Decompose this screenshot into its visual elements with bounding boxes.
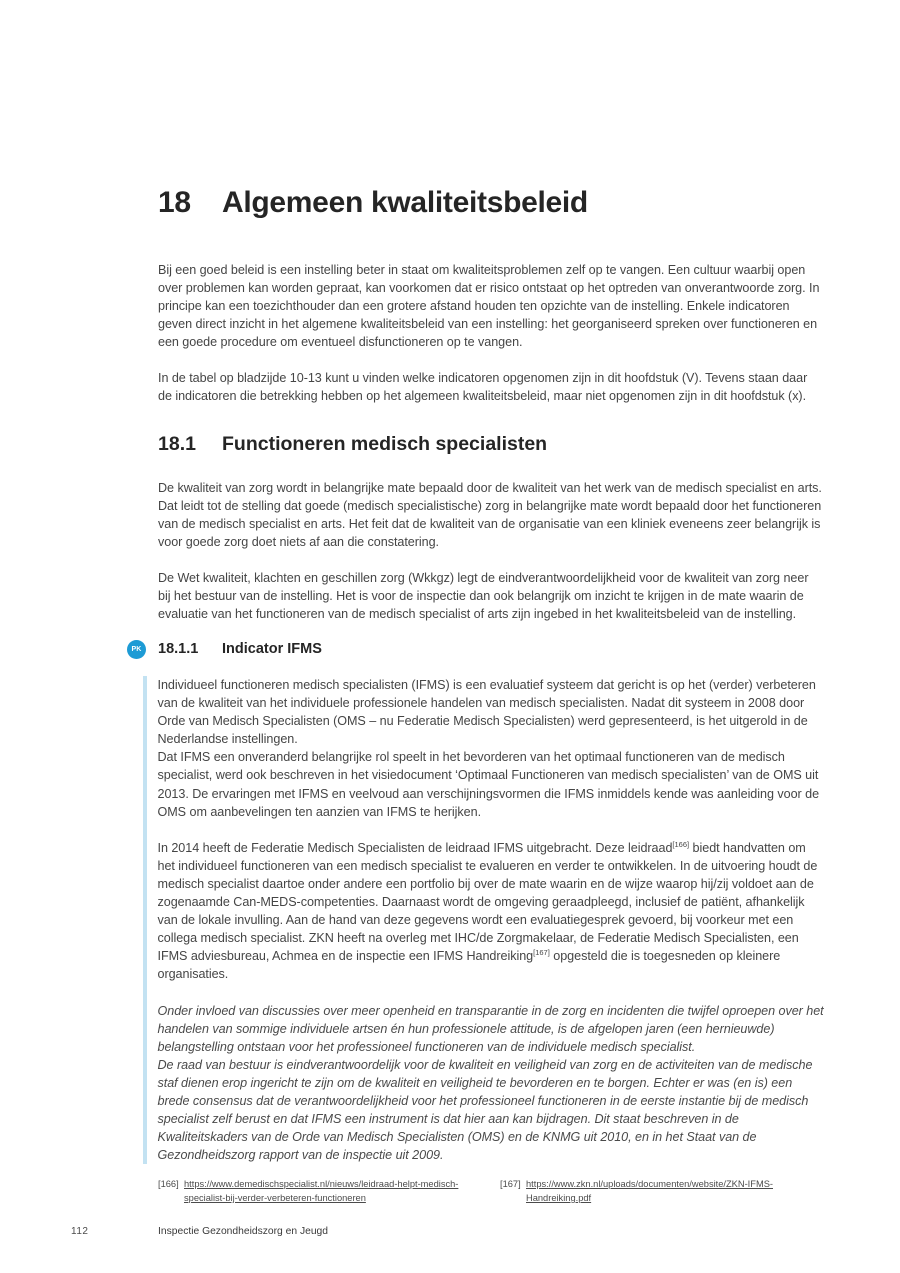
footnote-166 bbox=[158, 1177, 500, 1205]
subsection-title: Indicator IFMS bbox=[222, 641, 322, 657]
chapter-number: 18 bbox=[158, 186, 191, 219]
ifms-p2-text-mid: biedt handvatten om het individueel functioneren van een medisch specialist te evalueren en verder te ontwikkelen. In de uitvoering houdt de medisch specialist daartoe onder andere een portfolio bij over de mate waarin en de wijze waarop hij/zij voldoet aan de zogenaamde Can-MEDS-competenties. Daarnaast wordt de omgeving geraadpleegd, inclusief de patiënt, afhankelijk van de lokale invulling. Aan de hand van deze gegevens wordt een evaluatiegesprek gevoerd, bij voorkeur met een collega medisch specialist. ZKN heeft na overleg met IHC/de Zorgmakelaar, de Federatie Medisch Specialisten, een IFMS adviesbureau, Achmea en de inspectie een IFMS Handreiking bbox=[157, 840, 818, 964]
footnote-ref-166[interactable]: [166] bbox=[672, 839, 690, 849]
page-number: 112 bbox=[71, 1226, 89, 1237]
ifms-p2-text-after: opgesteld die is toegesneden op kleinere organisaties. bbox=[157, 949, 781, 982]
footnotes bbox=[158, 1177, 824, 1205]
footnote-166-marker: [166] bbox=[158, 1179, 179, 1189]
footnote-167-link[interactable]: https://www.zkn.nl/uploads/documenten/website/ZKN-IFMS-Handreiking.pdf bbox=[526, 1179, 773, 1203]
section-title: Functioneren medisch specialisten bbox=[222, 433, 548, 455]
section-number: 18.1 bbox=[158, 433, 196, 455]
pk-indicator-badge-icon: PK bbox=[127, 640, 146, 659]
footnote-166-link[interactable]: https://www.demedischspecialist.nl/nieuws/leidraad-helpt-medisch-specialist-bij-verder-verbeteren-functioneren bbox=[184, 1179, 459, 1203]
footnote-167 bbox=[500, 1177, 800, 1205]
ifms-p2-text-before: In 2014 heeft de Federatie Medisch Specialisten de leidraad IFMS uitgebracht. Deze leidraad bbox=[157, 840, 673, 855]
indicator-ifms-block bbox=[143, 676, 824, 1164]
section-heading bbox=[158, 433, 838, 456]
section-paragraph-1: De kwaliteit van zorg wordt in belangrijke mate bepaald door de kwaliteit van het werk van de medisch specialist en arts. Dat leidt tot de stelling dat goede (medisch specialistische) zorg in belangrijke mate wordt bepaald door het functioneren van de medisch specialist en arts. Het feit dat de kwaliteit van de organisatie van een kliniek eveneens zeer belangrijk is voor goede zorg doet niets af aan die constatering. bbox=[158, 481, 822, 549]
ifms-paragraph-2 bbox=[158, 839, 825, 984]
footer-organization: Inspectie Gezondheidszorg en Jeugd bbox=[158, 1226, 329, 1237]
ifms-italic-paragraph-1: Onder invloed van discussies over meer openheid en transparantie in de zorg en incidenten die twijfel oproepen over het handelen van sommige individuele artsen én hun professionele attitude, is de afgelopen jaren (een hernieuwde) belangstelling ontstaan voor het professioneel functioneren van de individuele medisch specialist. bbox=[157, 1003, 824, 1054]
chapter-title: Algemeen kwaliteitsbeleid bbox=[222, 186, 588, 219]
intro-paragraph-1: Bij een goed beleid is een instelling beter in staat om kwaliteitsproblemen zelf op te vangen. Een cultuur waarbij open over problemen kan worden gepraat, kan voorkomen dat er risico ontstaat op het optreden van onverantwoorde zorg. In principe kan een toezichthouder dan een grotere afstand houden ten opzichte van de instelling. Enkele indicatoren geven direct inzicht in het algemene kwaliteitsbeleid van een instelling: het georganiseerd spreken over functioneren en een goede procedure om eventueel disfunctioneren op te vangen. bbox=[158, 263, 820, 349]
ifms-paragraph-1a: Individueel functioneren medisch specialisten (IFMS) is een evaluatief systeem dat gericht is op het (verder) verbeteren van de kwaliteit van het individuele professionele handelen van medisch specialisten. Nadat dit systeem in 2008 door Orde van Medisch Specialisten (OMS – nu Federatie Medisch Specialisten) werd gepresenteerd, is het uitgerold in de Nederlandse instellingen. bbox=[157, 678, 816, 747]
ifms-italic-paragraph-2: De raad van bestuur is eindverantwoordelijk voor de kwaliteit en veiligheid van zorg en de activiteiten van de medische staf dienen erop ingericht te zijn om de kwaliteit en veiligheid te bevorderen en te borgen. Echter er was (en is) een brede consensus dat de verantwoordelijkheid voor het professioneel functioneren in de eerste instantie bij de medisch specialist zelf berust en dat IFMS een instrument is dat hier aan kan bijdragen. Dit staat beschreven in de Kwaliteitskaders van de Orde van Medisch Specialisten (OMS) en de KNMG uit 2010, en in het Staat van de Gezondheidszorg rapport van de inspectie uit 2009. bbox=[157, 1057, 813, 1163]
footnote-ref-167[interactable]: [167] bbox=[533, 948, 550, 958]
intro-paragraph-2: In de tabel op bladzijde 10-13 kunt u vinden welke indicatoren opgenomen zijn in dit hoofdstuk (V). Tevens staan daar de indicatoren die betrekking hebben op het algemeen kwaliteitsbeleid, maar niet opgenomen zijn in dit hoofdstuk (x). bbox=[158, 371, 808, 403]
section-paragraph-2: De Wet kwaliteit, klachten en geschillen zorg (Wkkgz) legt de eindverantwoordelijkheid voor de kwaliteit van zorg neer bij het bestuur van de instelling. Het is voor de inspectie dan ook belangrijk om inzicht te krijgen in de mate waarin de evaluatie van het functioneren van de medisch specialist of arts zijn ingebed in het kwaliteitsbeleid van de instelling. bbox=[158, 571, 809, 621]
subsection-number: 18.1.1 bbox=[158, 641, 199, 657]
ifms-paragraph-1b: Dat IFMS een onveranderd belangrijke rol speelt in het bevorderen van het optimaal functioneren van de medisch specialist, werd ook beschreven in het visiedocument ‘Optimaal Functioneren van medisch specialisten’ van de OMS uit 2013. De ervaringen met IFMS en veelvoud aan verschijningsvormen die IFMS inmiddels kende was aanleiding voor de OMS om aanbevelingen ten aanzien van IFMS te herijken. bbox=[157, 750, 820, 819]
chapter-heading bbox=[158, 186, 838, 220]
footnote-167-marker: [167] bbox=[500, 1179, 521, 1189]
subsection-heading bbox=[158, 641, 838, 657]
